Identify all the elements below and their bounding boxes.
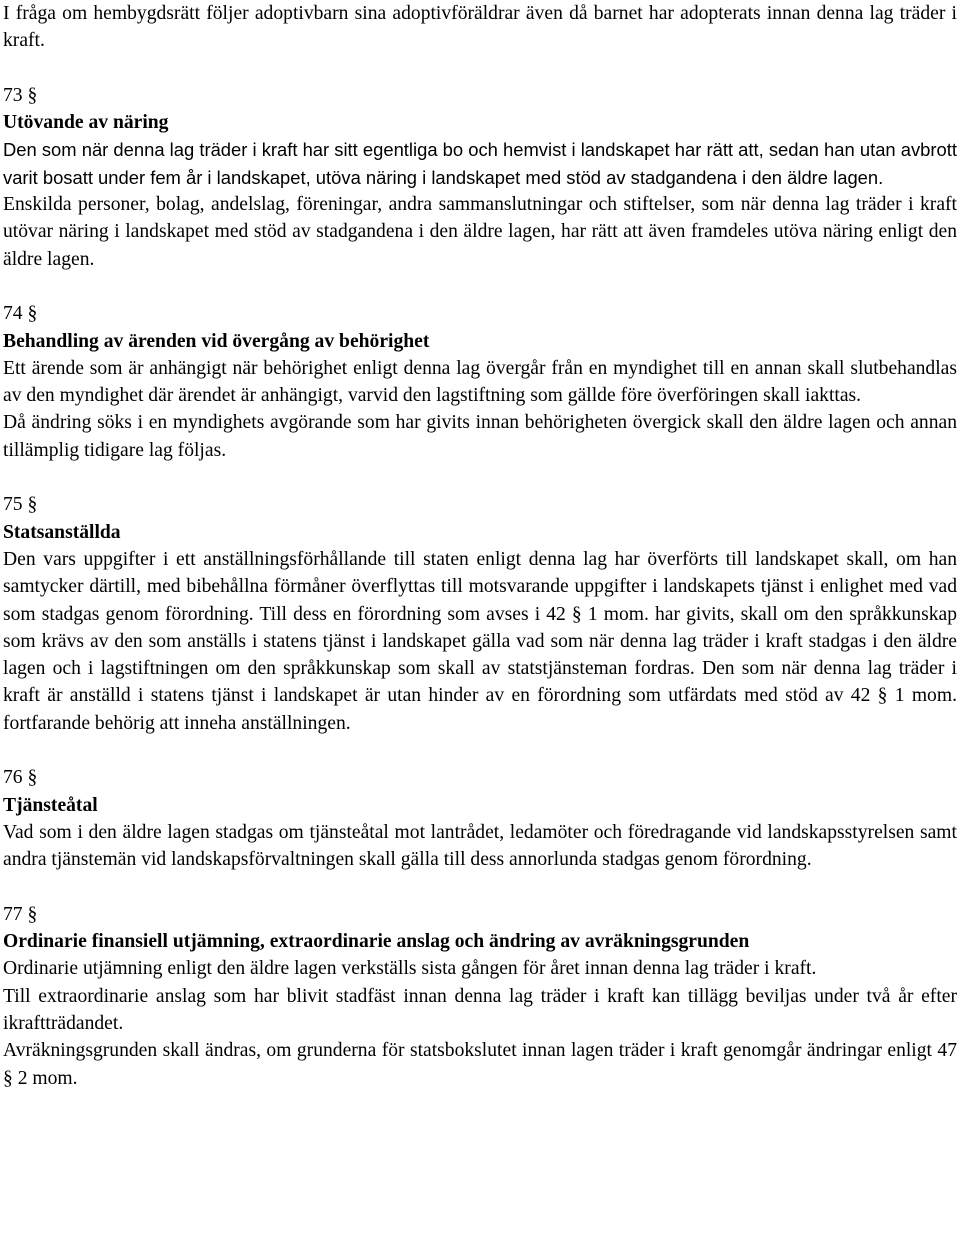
section-paragraph: Enskilda personer, bolag, andelslag, föreningar, andra sammanslutningar och stiftelser, som när denna lag träder i kraft utövar näring i landskapet med stöd av stadgandena i den äldre lagen, har rätt att även framdeles utöva näring enligt den äldre lagen. xyxy=(3,194,957,270)
section-title: Behandling av ärenden vid övergång av behörighet xyxy=(3,330,430,352)
section-paragraph: Den som när denna lag träder i kraft har sitt egentliga bo och hemvist i landskapet har rätt att, sedan han utan avbrott varit bosatt under fem år i landskapet, utöva näring i landskapet med stöd av stadgandena i den äldre lagen. xyxy=(3,139,957,188)
section-title: Tjänsteåtal xyxy=(3,794,98,816)
intro-paragraph: I fråga om hembygdsrätt följer adoptivbarn sina adoptivföräldrar även då barnet har adopterats innan denna lag träder i kraft. xyxy=(3,3,957,52)
section-paragraph: Då ändring söks i en myndighets avgörande som har givits innan behörigheten övergick skall den äldre lagen och annan tillämplig tidigare lag följas. xyxy=(3,412,957,461)
section-title: Ordinarie finansiell utjämning, extraordinarie anslag och ändring av avräkningsgrunden xyxy=(3,931,750,953)
section-title: Statsanställda xyxy=(3,521,121,543)
section-number: 77 § xyxy=(3,903,38,925)
section-77 xyxy=(3,901,957,1092)
section-paragraph: Till extraordinarie anslag som har blivit stadfäst innan denna lag träder i kraft kan tillägg beviljas under två år efter ikraftträdandet. xyxy=(3,985,957,1034)
section-paragraph: Ett ärende som är anhängigt när behörighet enligt denna lag övergår från en myndighet till en annan skall slutbehandlas av den myndighet där ärendet är anhängigt, varvid den lagstiftning som gällde före överföringen skall iakttas. xyxy=(3,357,957,407)
section-number: 73 § xyxy=(3,84,38,106)
section-number: 74 § xyxy=(3,303,38,325)
section-title: Utövande av näring xyxy=(3,112,169,134)
section-number: 76 § xyxy=(3,767,38,789)
section-paragraph: Den vars uppgifter i ett anställningsförhållande till staten enligt denna lag har överförts till landskapet skall, om han samtycker därtill, med bibehållna förmåner överflyttas till motsvarande uppgifter i landskapets tjänst i enlighet med vad som stadgas genom förordning. Till dess en förordning som avses i 42 § 1 mom. har givits, skall om den språkkunskap som krävs av den som anställs i statens tjänst i landskapet gälla vad som när denna lag träder i kraft stadgas i den äldre lagen och i lagstiftningen om den språkkunskap som skall av statstjänsteman fordras. Den som när denna lag träder i kraft är anställd i statens tjänst i landskapet är utan hinder av en förordning som utfärdats med stöd av 42 § 1 mom. fortfarande behörig att inneha anställningen. xyxy=(3,548,957,734)
section-paragraph: Avräkningsgrunden skall ändras, om grunderna för statsbokslutet innan lagen träder i kraft genomgår ändringar enligt 47 § 2 mom. xyxy=(3,1040,957,1089)
section-number: 75 § xyxy=(3,494,38,516)
section-74 xyxy=(3,300,957,464)
section-73 xyxy=(3,82,957,273)
section-75 xyxy=(3,491,957,737)
section-paragraph: Vad som i den äldre lagen stadgas om tjänsteåtal mot lantrådet, ledamöter och föredragande vid landskapsstyrelsen samt andra tjänstemän vid landskapsförvaltningen skall gälla till dess annorlunda stadgas genom förordning. xyxy=(3,821,957,871)
section-paragraph: Ordinarie utjämning enligt den äldre lagen verkställs sista gången för året innan denna lag träder i kraft. xyxy=(3,958,817,980)
section-76 xyxy=(3,764,957,873)
